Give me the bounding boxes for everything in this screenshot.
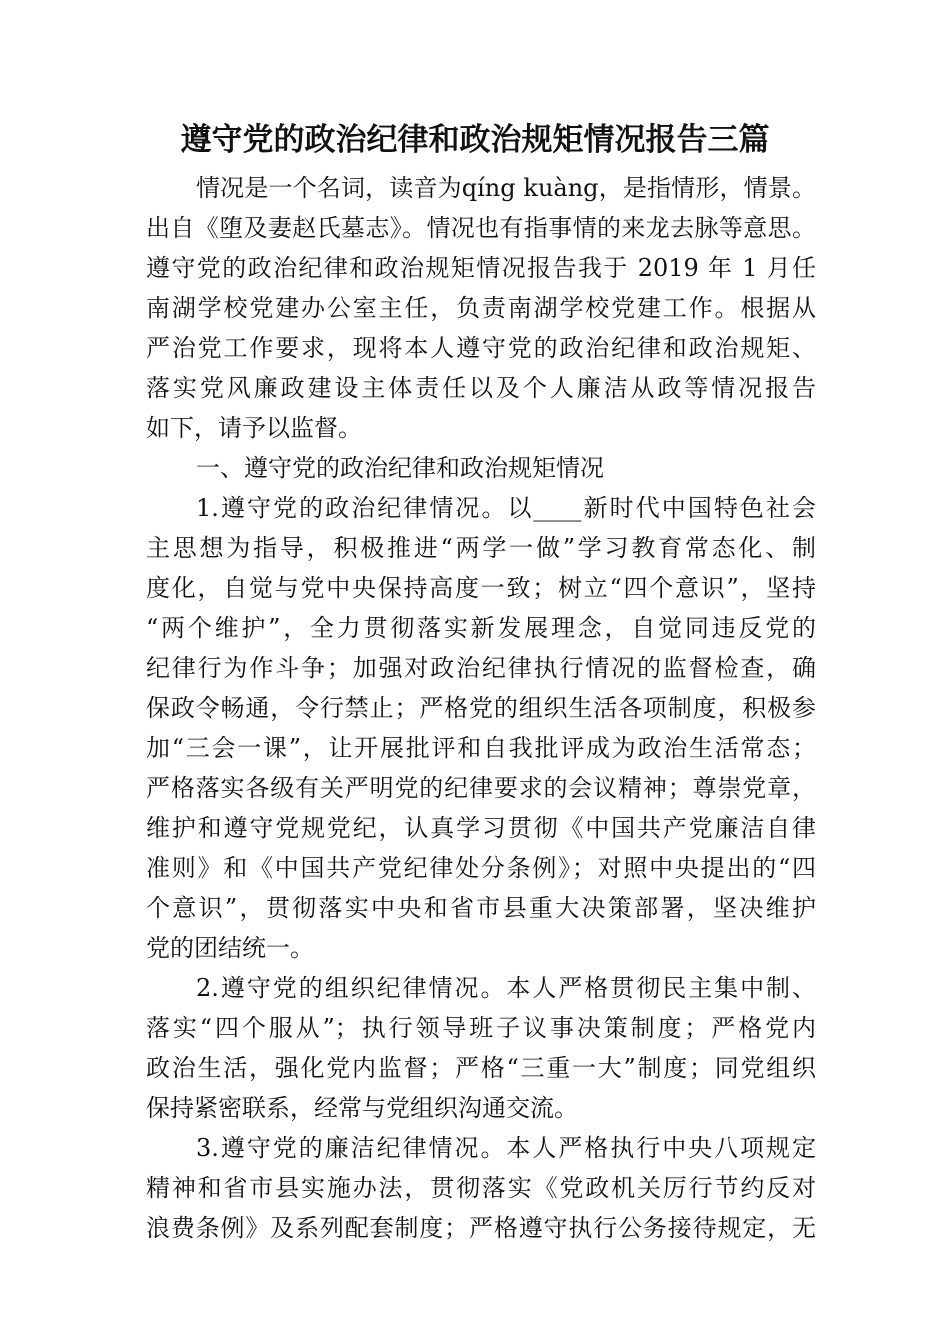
paragraph-line: 落实“四个服从”；执行领导班子议事决策制度；严格党内 [146, 1014, 816, 1042]
paragraph-line: 南湖学校党建办公室主任，负责南湖学校党建工作。根据从 [146, 294, 816, 322]
paragraph-line: 1.遵守党的政治纪律情况。以____新时代中国特色社会 [196, 494, 816, 522]
paragraph-line: 严治党工作要求，现将本人遵守党的政治纪律和政治规矩、 [146, 334, 816, 362]
paragraph-line: 政治生活，强化党内监督；严格“三重一大”制度；同党组织 [146, 1054, 816, 1082]
section-heading: 一、遵守党的政治纪律和政治规矩情况 [196, 454, 604, 482]
paragraph-line: 个意识”，贯彻落实中央和省市县重大决策部署，坚决维护 [146, 894, 816, 922]
paragraph-line: 严格落实各级有关严明党的纪律要求的会议精神；尊崇党章， [146, 774, 816, 802]
paragraph-line: 2.遵守党的组织纪律情况。本人严格贯彻民主集中制、 [196, 974, 816, 1002]
paragraph-line: 情况是一个名词，读音为qíng kuàng，是指情形，情景。 [196, 174, 816, 202]
paragraph-line: 遵守党的政治纪律和政治规矩情况报告我于 2019 年 1 月任 [146, 254, 816, 282]
paragraph-line: 保政令畅通，令行禁止；严格党的组织生活各项制度，积极参 [146, 694, 816, 722]
paragraph-line: 纪律行为作斗争；加强对政治纪律执行情况的监督检查，确 [146, 654, 816, 682]
paragraph-line: 维护和遵守党规党纪，认真学习贯彻《中国共产党廉洁自律 [146, 814, 816, 842]
paragraph-line: 出自《堕及妻赵氏墓志》。情况也有指事情的来龙去脉等意思。 [146, 214, 816, 242]
paragraph-line: 党的团结统一。 [146, 934, 314, 962]
paragraph-line: 精神和省市县实施办法，贯彻落实《党政机关厉行节约反对 [146, 1174, 816, 1202]
paragraph-line: 如下，请予以监督。 [146, 414, 362, 442]
document-title: 遵守党的政治纪律和政治规矩情况报告三篇 [180, 122, 770, 158]
paragraph-line: 3.遵守党的廉洁纪律情况。本人严格执行中央八项规定 [196, 1134, 816, 1162]
paragraph-line: 准则》和《中国共产党纪律处分条例》；对照中央提出的“四 [146, 854, 816, 882]
paragraph-line: 落实党风廉政建设主体责任以及个人廉洁从政等情况报告 [146, 374, 816, 402]
paragraph-line: 加“三会一课”，让开展批评和自我批评成为政治生活常态； [146, 734, 816, 762]
paragraph-line: 度化，自觉与党中央保持高度一致；树立“四个意识”，坚持 [146, 574, 816, 602]
paragraph-line: 保持紧密联系，经常与党组织沟通交流。 [146, 1094, 578, 1122]
paragraph-line: “两个维护”，全力贯彻落实新发展理念，自觉同违反党的 [146, 614, 816, 642]
paragraph-line: 浪费条例》及系列配套制度；严格遵守执行公务接待规定，无 [146, 1214, 816, 1242]
paragraph-line: 主思想为指导，积极推进“两学一做”学习教育常态化、制 [146, 534, 816, 562]
